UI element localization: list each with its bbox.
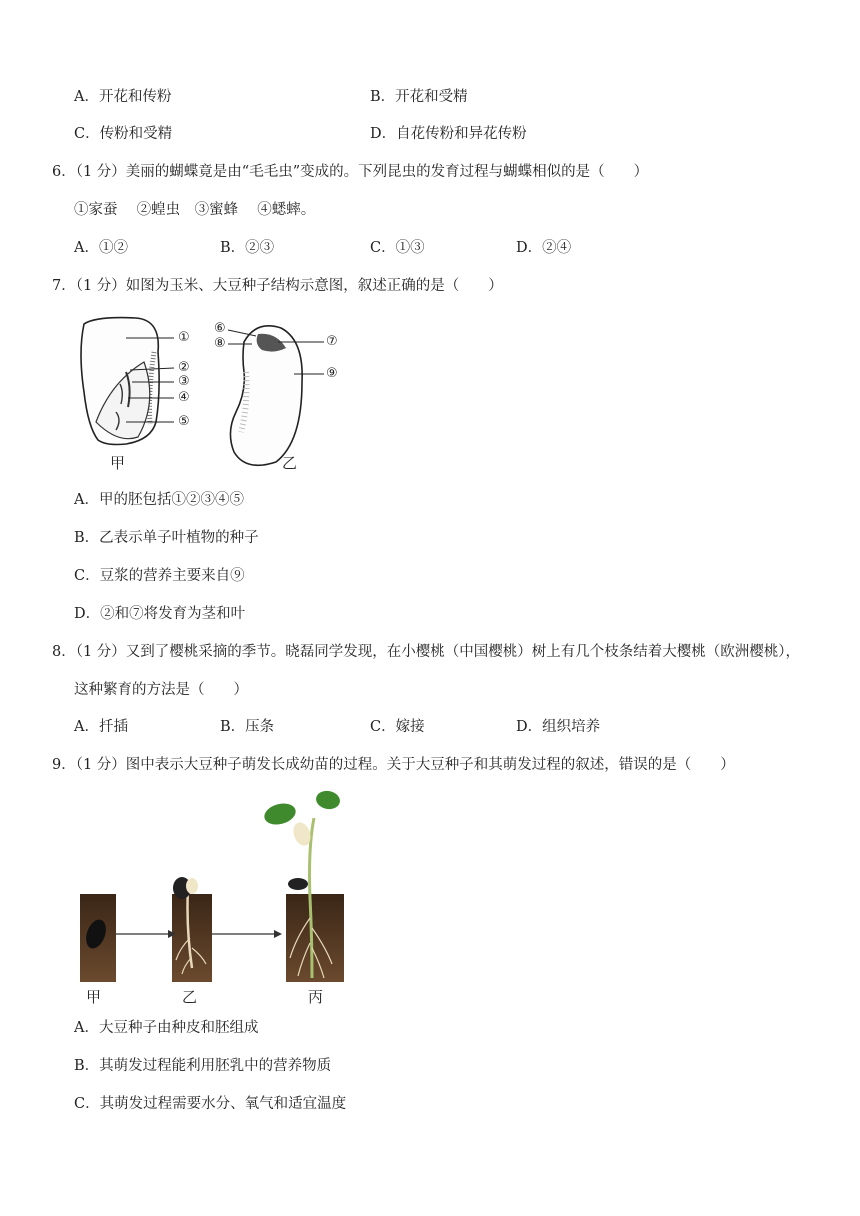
q7-option-b: B．乙表示单子叶植物的种子 (74, 530, 259, 546)
q9-option-b: B．其萌发过程能利用胚乳中的营养物质 (74, 1058, 332, 1074)
label-1: ① (178, 330, 190, 345)
q5-option-d: D．自花传粉和异花传粉 (370, 126, 527, 142)
fig-label-yi: 乙 (282, 454, 298, 472)
q6-items: ①家蚕 ②蝗虫 ③蜜蜂 ④蟋蟀。 (74, 202, 316, 218)
q6-option-a: A．①② (74, 240, 128, 256)
q6-stem: 6．（1 分）美丽的蝴蝶竟是由“毛毛虫”变成的。下列昆虫的发育过程与蝴蝶相似的是（ ） (52, 164, 649, 180)
q9-option-c: C．其萌发过程需要水分、氧气和适宜温度 (74, 1096, 347, 1112)
q9-option-a: A．大豆种子由种皮和胚组成 (74, 1020, 259, 1036)
label-8: ⑧ (214, 336, 226, 351)
label-4: ④ (178, 390, 190, 405)
germ-label-yi: 乙 (182, 988, 198, 1006)
q8-option-d: D．组织培养 (516, 719, 601, 735)
q5-option-a: A．开花和传粉 (74, 89, 172, 105)
germination-diagram (76, 788, 366, 988)
q5-option-c: C．传粉和受精 (74, 126, 173, 142)
label-7: ⑦ (326, 334, 338, 349)
q7-option-a: A．甲的胚包括①②③④⑤ (74, 492, 244, 508)
germ-label-bing: 丙 (308, 988, 324, 1006)
fig-label-jia: 甲 (110, 454, 126, 472)
q8-option-c: C．嫁接 (370, 719, 425, 735)
q7-option-c: C．豆浆的营养主要来自⑨ (74, 568, 245, 584)
q7-stem: 7．（1 分）如图为玉米、大豆种子结构示意图，叙述正确的是（ ） (52, 278, 503, 294)
q8-option-b: B．压条 (220, 719, 275, 735)
label-5: ⑤ (178, 414, 190, 429)
label-6: ⑥ (214, 321, 226, 336)
q6-option-b: B．②③ (220, 240, 275, 256)
germ-label-jia: 甲 (86, 988, 102, 1006)
label-3: ③ (178, 374, 190, 389)
seed-structure-figure (66, 312, 356, 477)
q9-stem: 9．（1 分）图中表示大豆种子萌发长成幼苗的过程。关于大豆种子和其萌发过程的叙述，错误的是（ ） (52, 757, 735, 773)
label-2: ② (178, 360, 190, 375)
germination-figure (76, 788, 366, 1008)
q8-stem-line1: 8．（1 分）又到了樱桃采摘的季节。晓磊同学发现，在小樱桃（中国樱桃）树上有几个枝条结着大樱桃（欧洲樱桃）， (52, 644, 801, 660)
q6-option-c: C．①③ (370, 240, 425, 256)
q5-option-b: B．开花和受精 (370, 89, 468, 105)
q7-option-d: D．②和⑦将发育为茎和叶 (74, 606, 246, 622)
label-9: ⑨ (326, 366, 338, 381)
q8-stem-line2: 这种繁育的方法是（ ） (74, 682, 248, 698)
q6-option-d: D．②④ (516, 240, 572, 256)
q8-option-a: A．扦插 (74, 719, 128, 735)
